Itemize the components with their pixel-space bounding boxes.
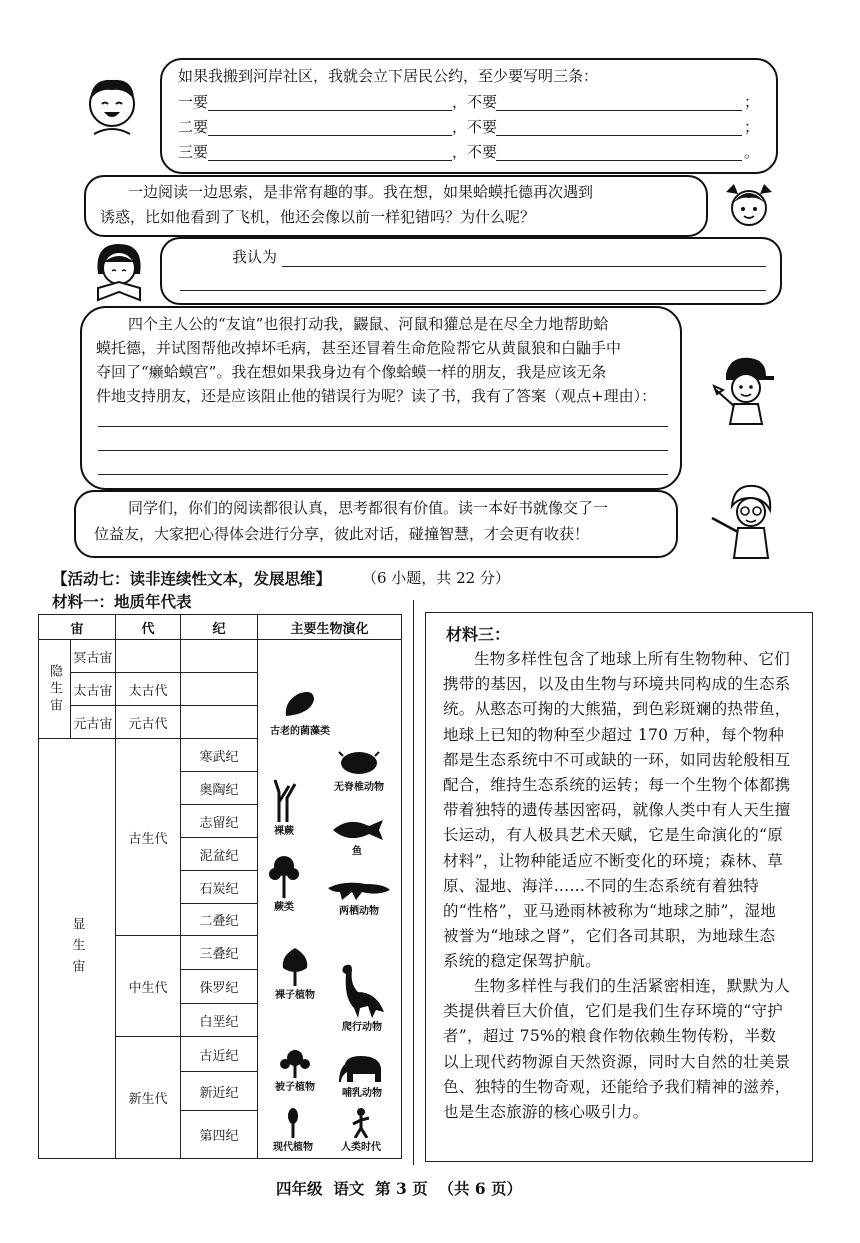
conifer-icon xyxy=(277,946,313,986)
period-cambrian: 寒武纪 xyxy=(180,738,258,772)
era-proterozoic: 元古代 xyxy=(115,705,181,739)
question-line-1: 一边阅读一边思索，是非常有趣的事。我在想，如果蛤蟆托德再次遇到 xyxy=(128,183,594,201)
reptile-label: 爬行动物 xyxy=(342,1022,382,1033)
modern-plants-organism xyxy=(260,1108,326,1153)
mammal-label: 哺乳动物 xyxy=(342,1088,382,1099)
girl-pigtails-illustration xyxy=(718,176,780,238)
pact-row-3-do-blank[interactable] xyxy=(208,160,452,161)
pact-row-3-end: 。 xyxy=(744,143,760,161)
gymnosperm-organism xyxy=(260,946,330,1001)
girl-reading-illustration xyxy=(84,238,154,304)
elephant-icon xyxy=(339,1054,385,1084)
period-triassic: 三叠纪 xyxy=(180,935,258,970)
modern-plants-label: 现代植物 xyxy=(273,1142,313,1153)
activity-score-note: （6 小题，共 22 分） xyxy=(362,569,510,587)
opinion-blank-1[interactable] xyxy=(282,266,766,267)
algae-icon xyxy=(280,688,320,722)
friendship-line-2: 蟆托德，并试图帮他改掉坏毛病，甚至还冒着生命危险帮它从黄鼠狼和白鼬手中 xyxy=(96,339,622,357)
boy-illustration xyxy=(76,70,148,142)
algae-label: 古老的菌藻类 xyxy=(270,726,330,737)
pact-prompt: 如果我搬到河岸社区，我就会立下居民公约，至少要写明三条： xyxy=(178,67,599,85)
pact-row-1-mid: ，不要 xyxy=(452,93,498,111)
material3-paragraph-2: 生物多样性与我们的生活紧密相连，默默为人类提供着巨大价值，它们是我们生存环境的“守护者”，超过 75%的粮食作物依赖生物传粉，半数以上现代药物源自天然资源，同时大自然的壮美景色、独特的生物奇观，还能给予我们精神的滋养，也是生态旅游的核心吸引力。 xyxy=(443,977,791,1122)
pact-row-2-do-blank[interactable] xyxy=(208,135,452,136)
header-evolution: 主要生物演化 xyxy=(257,614,402,640)
opinion-blank-2[interactable] xyxy=(180,290,766,291)
material3-title: 材料三： xyxy=(446,625,511,644)
period-blank-1 xyxy=(180,639,258,673)
period-jurassic: 侏罗纪 xyxy=(180,969,258,1004)
friendship-answer-blank-2[interactable] xyxy=(98,450,668,451)
friendship-line-1: 四个主人公的“友谊”也很打动我，鼹鼠、河鼠和獾总是在尽全力地帮助蛤 xyxy=(128,315,609,333)
column-divider xyxy=(413,600,414,1165)
ferns-label: 蕨类 xyxy=(274,902,294,913)
period-blank-3 xyxy=(180,705,258,739)
teacher-line-2: 位益友，大家把心得体会进行分享，彼此对话，碰撞智慧，才会更有收获！ xyxy=(94,525,590,543)
page-footer: 四年级 语文 第 3 页 （共 6 页） xyxy=(276,1179,523,1198)
pact-row-1-dont-blank[interactable] xyxy=(496,110,742,111)
geologic-time-table xyxy=(38,614,402,1159)
trilobite-icon xyxy=(337,748,381,778)
fish-label: 鱼 xyxy=(352,846,362,857)
opinion-label: 我认为 xyxy=(232,248,278,266)
period-cretaceous: 白垩纪 xyxy=(180,1003,258,1037)
pact-row-3-dont-blank[interactable] xyxy=(496,160,742,161)
eon-hidden: 隐生宙 xyxy=(38,639,71,739)
pact-row-2-dont-blank[interactable] xyxy=(496,135,742,136)
friendship-answer-blank-3[interactable] xyxy=(98,474,668,475)
question-line-2: 诱惑，比如他看到了飞机，他还会像以前一样犯错吗？为什么呢？ xyxy=(100,208,536,226)
friendship-line-4: 件地支持朋友，还是应该阻止他的错误行为呢？读了书，我有了答案（观点+理由）： xyxy=(96,387,657,405)
header-period: 纪 xyxy=(180,614,258,640)
pact-row-3-mid: ，不要 xyxy=(452,143,498,161)
teacher-line-1: 同学们，你们的阅读都很认真，思考都很有价值。读一本好书就像交了一 xyxy=(128,499,609,517)
human-figure-icon xyxy=(351,1108,371,1138)
ferns-organism xyxy=(260,852,308,913)
flowering-plant-icon xyxy=(279,1048,311,1078)
pact-row-1-do-blank[interactable] xyxy=(208,110,452,111)
fish-icon xyxy=(329,816,385,842)
fern-organism xyxy=(260,778,308,837)
modern-plant-icon xyxy=(285,1108,301,1138)
period-paleogene: 古近纪 xyxy=(180,1036,258,1072)
pact-row-1-label: 一要 xyxy=(178,93,209,111)
plant-stalk-icon xyxy=(269,778,299,822)
pact-row-2-end: ； xyxy=(744,118,760,136)
era-mesozoic: 中生代 xyxy=(115,935,181,1037)
pact-row-2-mid: ，不要 xyxy=(452,118,498,136)
eon-phanerozoic: 显生宙 xyxy=(38,738,116,1159)
period-permian: 二叠纪 xyxy=(180,903,258,936)
fish-organism xyxy=(320,816,394,857)
tree-fern-icon xyxy=(267,852,301,898)
invertebrate-organism xyxy=(316,748,402,793)
period-silurian: 志留纪 xyxy=(180,804,258,838)
activity-title: 【活动七：读非连续性文本，发展思维】 xyxy=(52,569,332,588)
header-eon: 宙 xyxy=(38,614,116,640)
angiosperm-label: 被子植物 xyxy=(275,1082,315,1093)
eon-hadean: 冥古宙 xyxy=(70,639,116,673)
algae-organism xyxy=(260,688,340,737)
dinosaur-icon xyxy=(336,962,388,1018)
mammal-organism xyxy=(326,1054,398,1099)
pact-row-2-label: 二要 xyxy=(178,118,209,136)
human-era-organism xyxy=(326,1108,396,1153)
human-era-label: 人类时代 xyxy=(341,1142,381,1153)
period-neogene: 新近纪 xyxy=(180,1071,258,1111)
era-archean: 太古代 xyxy=(115,672,181,706)
amphibian-label: 两栖动物 xyxy=(339,906,379,917)
header-era: 代 xyxy=(115,614,181,640)
amphibian-organism xyxy=(316,876,402,917)
period-ordovician: 奥陶纪 xyxy=(180,771,258,805)
pact-row-1-end: ； xyxy=(744,93,760,111)
friendship-line-3: 夺回了“癞蛤蟆宫”。我在想如果我身边有个像蛤蟆一样的朋友，我是应该无条 xyxy=(96,363,607,381)
eon-proterozoic: 元古宙 xyxy=(70,705,116,739)
period-blank-2 xyxy=(180,672,258,706)
gymnosperm-label: 裸子植物 xyxy=(275,990,315,1001)
invertebrate-label: 无脊椎动物 xyxy=(334,782,384,793)
period-quaternary: 第四纪 xyxy=(180,1110,258,1159)
boy-with-cap-illustration xyxy=(708,350,778,426)
pact-row-3-label: 三要 xyxy=(178,143,209,161)
fern-label: 裸蕨 xyxy=(274,826,294,837)
era-paleozoic: 古生代 xyxy=(115,738,181,936)
era-hadean-blank xyxy=(115,639,181,673)
era-cenozoic: 新生代 xyxy=(115,1036,181,1159)
reptile-organism xyxy=(326,962,398,1033)
period-devonian: 泥盆纪 xyxy=(180,837,258,871)
teacher-illustration xyxy=(706,480,786,560)
eon-archean: 太古宙 xyxy=(70,672,116,706)
amphibian-icon xyxy=(326,876,392,902)
period-carboniferous: 石炭纪 xyxy=(180,870,258,904)
angiosperm-organism xyxy=(260,1048,330,1093)
material3-paragraph-1: 生物多样性包含了地球上所有生物物种、它们携带的基因，以及由生物与环境共同构成的生态系统。从憨态可掬的大熊猫，到色彩斑斓的热带鱼，地球上已知的物种至少超过 170 万种，每个物种都是生态系统中不可或缺的一环，如同齿轮般相互配合，维持生态系统的运转；每一个生物个体都携带着独特的遗传基因密码，就像人类中有人天生擅长运动，有人极具艺术天赋，它是生命演化的“原材料”，让物种能适应不断变化的环境；森林、草原、湿地、海洋……不同的生态系统有着独特的“性格”，亚马逊雨林被称为“地球之肺”，湿地被誉为“地球之肾”，它们各司其职，为地球生态系统的稳定保驾护航。 xyxy=(443,650,791,971)
friendship-answer-blank-1[interactable] xyxy=(98,426,668,427)
material1-title: 材料一：地质年代表 xyxy=(52,592,192,611)
